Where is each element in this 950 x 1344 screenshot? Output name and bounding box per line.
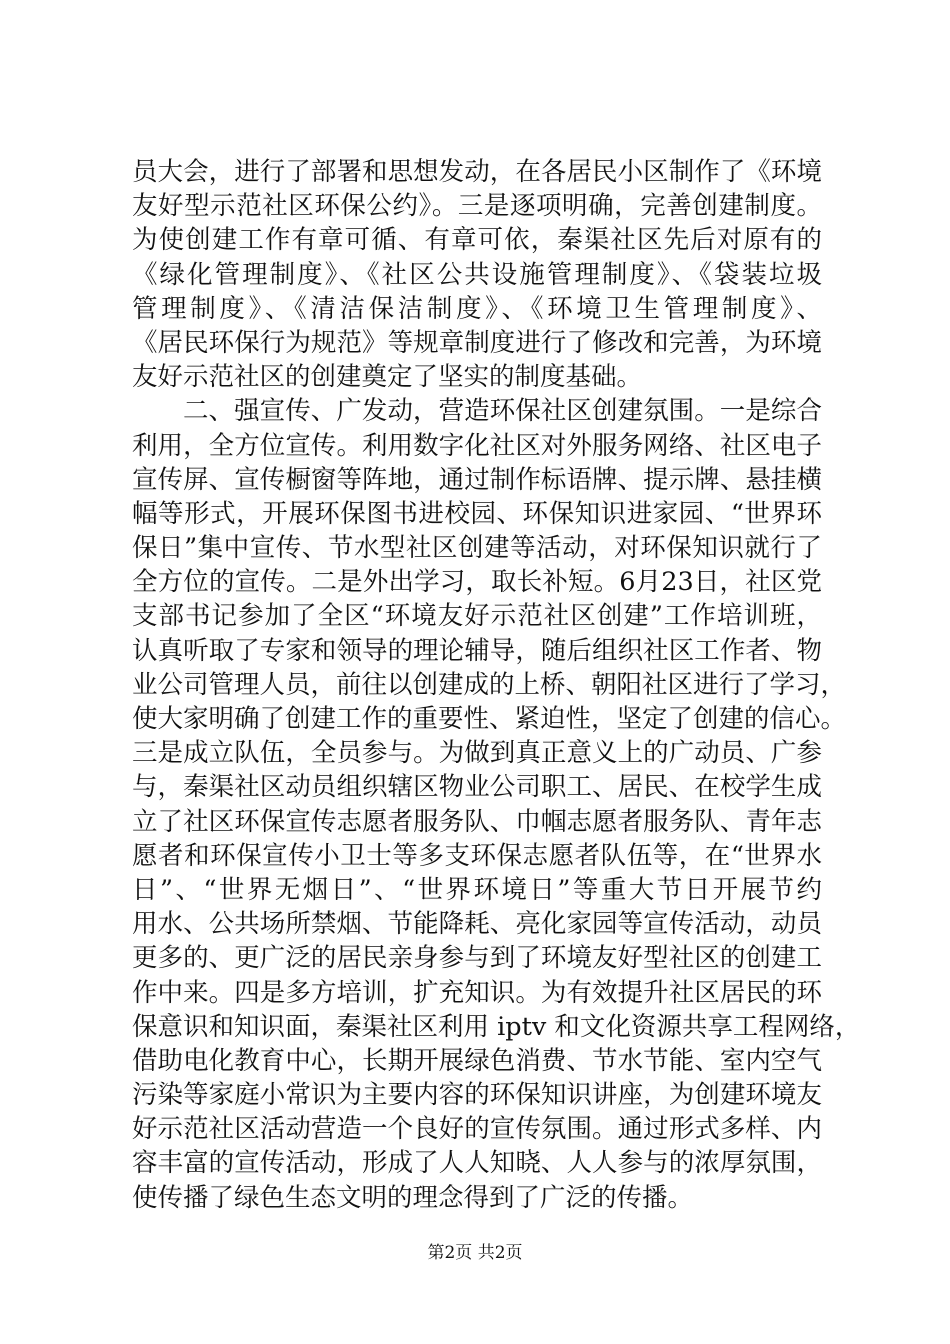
text-line: 使传播了绿色生态文明的理念得到了广泛的传播。 — [132, 1182, 694, 1213]
text-line: 员大会，进行了部署和思想发动，在各居民小区制作了《环境 — [132, 157, 822, 187]
text-line: 使大家明确了创建工作的重要性、紧迫性，坚定了创建的信心。 — [132, 704, 847, 734]
body-text — [132, 155, 861, 1215]
text-line: 愿者和环保宣传小卫士等多支环保志愿者队伍等，在“世界水 — [132, 840, 822, 871]
text-line: 更多的、更广泛的居民亲身参与到了环境友好型社区的创建工 — [132, 943, 822, 974]
text-line: 宣传屏、宣传橱窗等阵地，通过制作标语牌、提示牌、悬挂横 — [132, 464, 822, 495]
text-line: 日”、“世界无烟日”、“世界环境日”等重大节日开展节约 — [132, 874, 822, 905]
text-line: 业公司管理人员，前往以创建成的上桥、朝阳社区进行了学习， — [132, 669, 847, 700]
text-line: 三是成立队伍，全员参与。为做到真正意义上的广动员、广参 — [132, 738, 822, 769]
text-line: 保意识和知识面，秦渠社区利用 iptv 和文化资源共享工程网络， — [132, 1011, 861, 1042]
text-line: 认真听取了专家和领导的理论辅导，随后组织社区工作者、物 — [132, 635, 822, 666]
text-line: 保日”集中宣传、节水型社区创建等活动，对环保知识就行了 — [132, 533, 822, 564]
page-footer: 第2页 共2页 — [427, 1243, 523, 1263]
text-line: 利用，全方位宣传。利用数字化社区对外服务网络、社区电子 — [132, 430, 822, 461]
text-line: 用水、公共场所禁烟、节能降耗、亮化家园等宣传活动，动员 — [132, 909, 822, 940]
text-line: 二、强宣传、广发动，营造环保社区创建氛围。一是综合 — [183, 396, 822, 427]
text-line: 作中来。四是多方培训，扩充知识。为有效提升社区居民的环 — [132, 977, 822, 1008]
text-line: 《居民环保行为规范》等规章制度进行了修改和完善，为环境 — [132, 327, 822, 358]
text-line: 幅等形式，开展环保图书进校园、环保知识进家园、“世界环 — [132, 498, 822, 529]
text-line: 立了社区环保宣传志愿者服务队、巾帼志愿者服务队、青年志 — [132, 806, 822, 837]
text-line: 为使创建工作有章可循、有章可依，秦渠社区先后对原有的 — [132, 225, 822, 256]
text-line: 《绿化管理制度》、《社区公共设施管理制度》、《袋装垃圾 — [132, 259, 822, 290]
text-line: 全方位的宣传。二是外出学习，取长补短。6月23日，社区党 — [132, 567, 822, 598]
text-line: 好示范社区活动营造一个良好的宣传氛围。通过形式多样、内 — [132, 1114, 822, 1145]
text-line: 与，秦渠社区动员组织辖区物业公司职工、居民、在校学生成 — [132, 772, 822, 803]
text-line: 管理制度》、《清洁保洁制度》、《环境卫生管理制度》、 — [132, 293, 822, 324]
text-line: 友好示范社区的创建奠定了坚实的制度基础。 — [132, 362, 643, 393]
text-line: 借助电化教育中心，长期开展绿色消费、节水节能、室内空气 — [132, 1045, 822, 1076]
text-line: 容丰富的宣传活动，形成了人人知晓、人人参与的浓厚氛围， — [132, 1148, 822, 1179]
text-line: 友好型示范社区环保公约》。三是逐项明确，完善创建制度。 — [132, 191, 822, 222]
text-line: 污染等家庭小常识为主要内容的环保知识讲座，为创建环境友 — [132, 1080, 822, 1111]
text-line: 支部书记参加了全区“环境友好示范社区创建”工作培训班， — [132, 601, 822, 632]
